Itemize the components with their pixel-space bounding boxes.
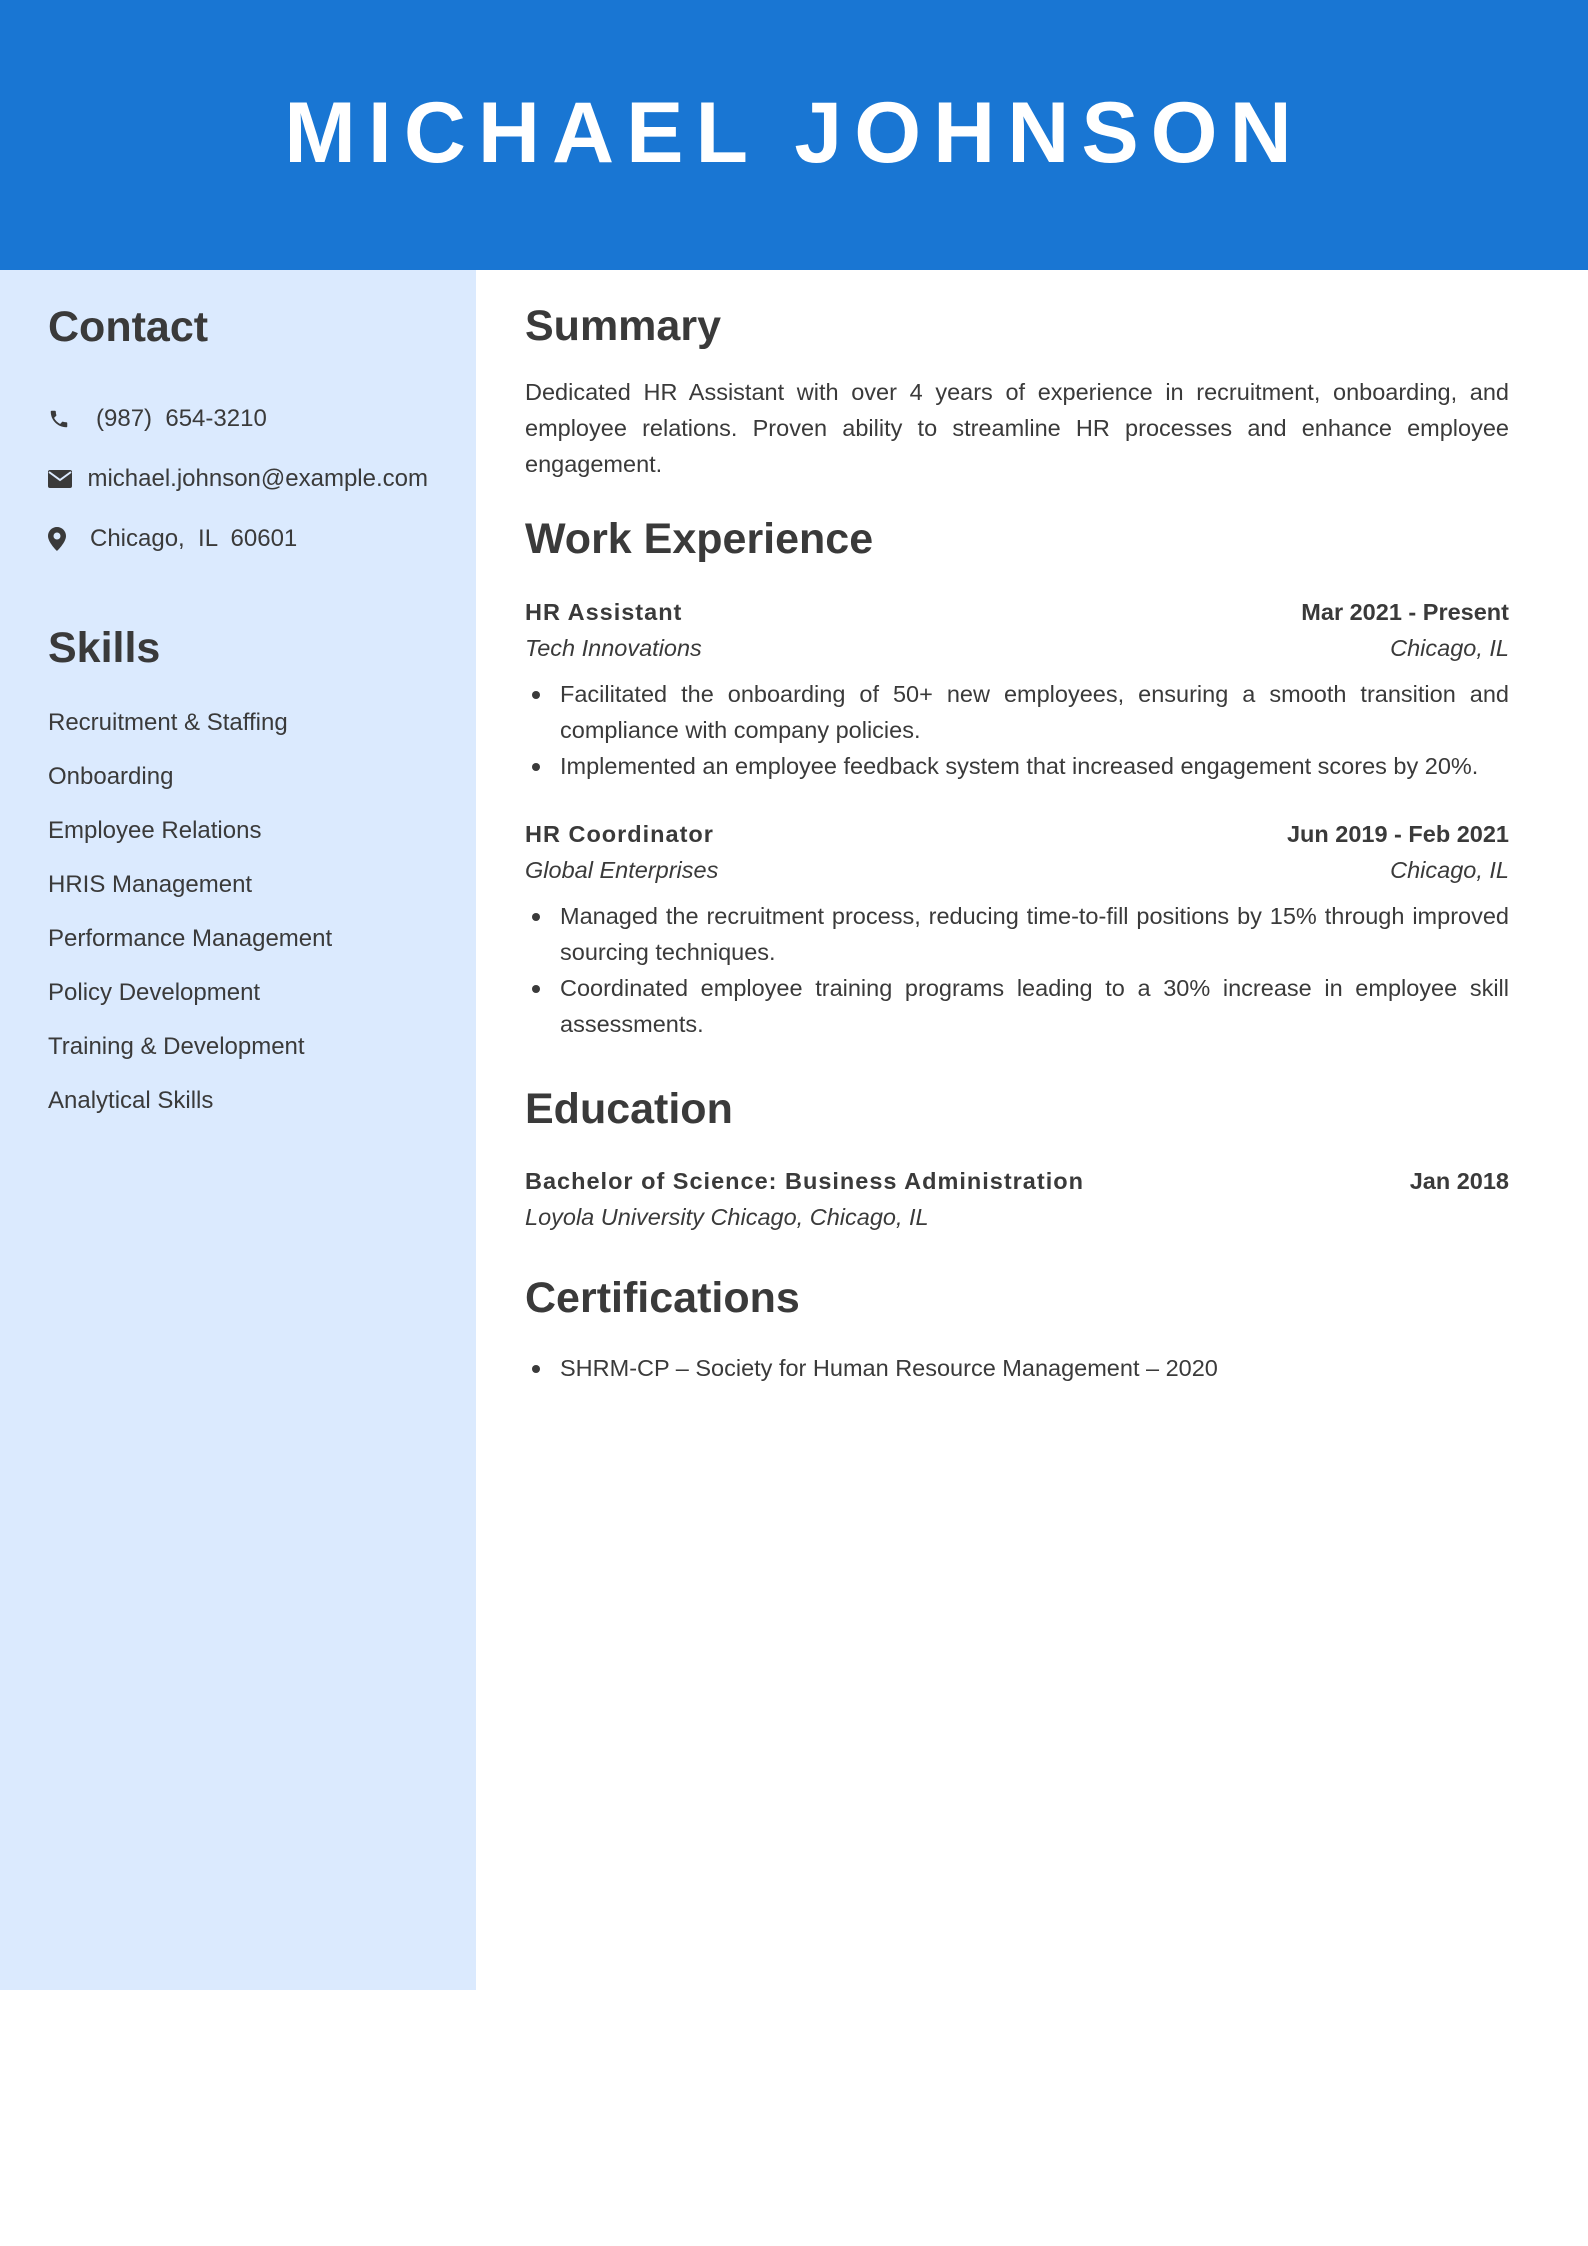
skill-item: Employee Relations: [48, 816, 262, 844]
contact-phone: [48, 389, 428, 449]
contact-list: [48, 389, 428, 569]
education-section: [525, 1086, 1509, 1235]
education-heading: Education: [525, 1084, 733, 1133]
education-degree: Bachelor of Science: Business Administration: [525, 1167, 1084, 1194]
skills-heading: Skills: [48, 624, 161, 673]
main-content: [525, 270, 1509, 1386]
sidebar: [0, 270, 476, 1990]
certification-item: SHRM-CP – Society for Human Resource Management – 2020: [525, 1350, 1509, 1386]
certifications-heading: Certifications: [525, 1273, 800, 1322]
skill-item: Recruitment & Staffing: [48, 708, 288, 736]
job-title: HR Coordinator: [525, 820, 714, 847]
skill-list: [48, 693, 428, 1131]
phone-icon: [48, 408, 96, 430]
skill-item: HRIS Management: [48, 870, 253, 898]
skill-item: Policy Development: [48, 978, 261, 1006]
contact-email: [48, 449, 428, 509]
summary-text: Dedicated HR Assistant with over 4 years of experience in recruitment, onboarding, and employee relations. Proven ability to streamline HR processes and enhance employee engagement.: [525, 379, 1509, 478]
job-bullets: [525, 898, 1509, 1042]
contact-location: [48, 509, 428, 569]
job-bullet: Facilitated the onboarding of 50+ new employees, ensuring a smooth transition and compliance with company policies.: [525, 676, 1509, 748]
work-experience-heading: Work Experience: [525, 515, 874, 564]
certifications-section: [525, 1275, 1509, 1386]
job-bullet: Implemented an employee feedback system that increased engagement scores by 20%.: [525, 748, 1509, 784]
contact-heading: Contact: [48, 303, 209, 351]
summary-section: [525, 303, 1509, 482]
phone-text: (987) 654-3210: [96, 405, 267, 433]
map-pin-icon: [48, 527, 90, 551]
skill-item: Performance Management: [48, 924, 333, 952]
job-bullets: [525, 676, 1509, 784]
job-bullet: Managed the recruitment process, reducing time-to-fill positions by 15% through improved sourcing techniques.: [525, 898, 1509, 970]
job-company: Tech Innovations: [525, 634, 702, 661]
job-title: HR Assistant: [525, 598, 683, 625]
skill-item: Analytical Skills: [48, 1086, 214, 1114]
job-bullet: Coordinated employee training programs leading to a 30% increase in employee skill assessments.: [525, 970, 1509, 1042]
job-entry: [525, 594, 1509, 784]
certification-list: [525, 1350, 1509, 1386]
job-location: Chicago, IL: [1390, 856, 1509, 883]
summary-heading: Summary: [525, 302, 721, 350]
skill-item: Onboarding: [48, 762, 174, 790]
job-date: Mar 2021 - Present: [1301, 598, 1509, 625]
work-experience-section: [525, 516, 1509, 1041]
job-date: Jun 2019 - Feb 2021: [1286, 820, 1509, 847]
candidate-name: MICHAEL JOHNSON: [284, 84, 1304, 181]
job-entry: [525, 816, 1509, 1042]
skill-item: Training & Development: [48, 1032, 305, 1060]
skills-section: [48, 625, 428, 1130]
email-text: michael.johnson@example.com: [87, 465, 428, 493]
envelope-icon: [48, 470, 87, 488]
education-school: Loyola University Chicago, Chicago, IL: [525, 1203, 929, 1230]
job-location: Chicago, IL: [1390, 634, 1509, 661]
education-entry: [525, 1163, 1509, 1235]
location-text: Chicago, IL 60601: [90, 525, 298, 553]
resume-header: [0, 0, 1588, 270]
education-date: Jan 2018: [1409, 1167, 1509, 1194]
job-company: Global Enterprises: [525, 856, 719, 883]
